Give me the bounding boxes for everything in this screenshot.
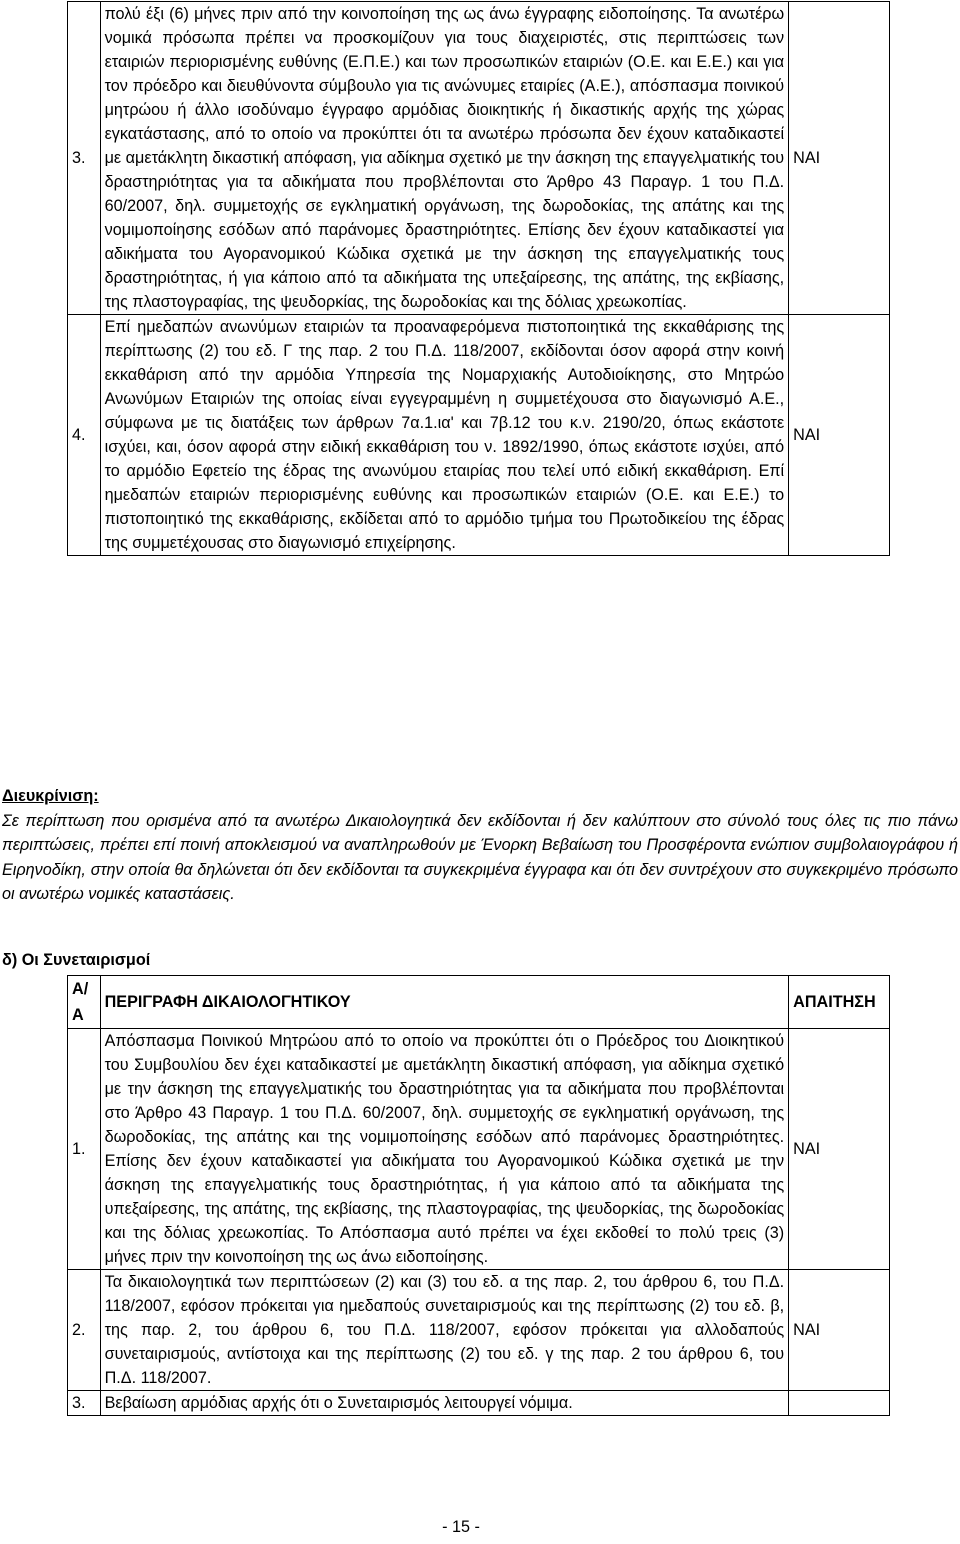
row-description: Απόσπασμα Ποινικού Μητρώου από το οποίο να προκύπτει ότι ο Πρόεδρος του Διοικητικού του Συμβουλίου δεν έχει καταδικαστεί με αμετάκλητη δικαστική απόφαση, για αδίκημα σχετικό με την άσκηση της επαγγελματικής του δραστηριότητας για τα αδικήματα που προβλέπονται στο Άρθρο 43 Παραγρ. 1 του Π.Δ. 60/2007, δηλ. συμμετοχής σε εγκληματική οργάνωση, της δωροδοκίας, της απάτης και της νομιμοποίησης εσόδων από παράνομες δραστηριότητες. Επίσης δεν έχουν καταδικαστεί για αδικήματα του Αγορανομικού Κώδικα σχετικά με την άσκηση της επαγγελματικής τους δραστηριότητας, ή για κάποιο από τα αδικήματα της υπεξαίρεσης, της απάτης, της εκβίασης, της πλαστογραφίας, της ψευδορκίας, της δωροδοκίας και της δόλιας χρεωκοπίας. Το Απόσπασμα αυτό πρέπει να έχει εκδοθεί το πολύ τρεις (3) μήνες πριν την κοινοποίηση της ως άνω ειδοποίησης. [100,1029,789,1270]
row-description: πολύ έξι (6) μήνες πριν από την κοινοποίηση της ως άνω έγγραφης ειδοποίησης. Τα ανωτέρω νομικά πρόσωπα πρέπει να προσκομίζουν για τους διαχειριστές, στις περιπτώσεις των εταιριών περιορισμένης ευθύνης (Ε.Π.Ε.) και των προσωπικών εταιριών (Ο.Ε. και Ε.Ε.) και για τον πρόεδρο και διευθύνοντα σύμβουλο για τις ανώνυμες εταιρίες (Α.Ε.), απόσπασμα ποινικού μητρώου ή άλλο ισοδύναμο έγγραφο αρμόδιας διοικητικής ή δικαστικής αρχής της χώρας εγκατάστασης, από το οποίο να προκύπτει ότι τα ανωτέρω πρόσωπα δεν έχουν καταδικαστεί με αμετάκλητη δικαστική απόφαση, για αδίκημα σχετικό με την άσκηση της επαγγελματικής του δραστηριότητας για τα αδικήματα που προβλέπονται στο Άρθρο 43 Παραγρ. 1 του Π.Δ. 60/2007, δηλ. συμμετοχής σε εγκληματική οργάνωση, της δωροδοκίας, της απάτης και της νομιμοποίησης εσόδων από παράνομες δραστηριότητες. Επίσης δεν έχουν καταδικαστεί για αδικήματα του Αγορανομικού Κώδικα σχετικά με την άσκηση της επαγγελματικής τους δραστηριότητας, ή για κάποιο από τα αδικήματα της υπεξαίρεσης, της απάτης, της εκβίασης, της πλαστογραφίας, της ψευδορκίας, της δωροδοκίας και της δόλιας χρεωκοπίας. [100,2,789,315]
section-title: δ) Οι Συνεταιρισμοί [2,951,151,969]
requirements-table-cooperatives [67,975,890,1416]
header-number: Α/Α [68,976,101,1029]
row-requirement: ΝΑΙ [789,2,890,315]
row-number: 3. [68,2,101,315]
clarification-text: Σε περίπτωση που ορισμένα από τα ανωτέρω Δικαιολογητικά δεν εκδίδονται ή δεν καλύπτουν στο σύνολό τους όλες τις πιο πάνω περιπτώσεις, πρέπει επί ποινή αποκλεισμού να αναπληρωθούν με Ένορκη Βεβαίωση του Προσφέροντα ενώπιον συμβολαιογράφου ή Ειρηνοδίκη, στην οποία θα δηλώνεται ότι δεν εκδίδονται τα συγκεκριμένα έγγραφα και ότι δεν συντρέχουν στο συγκεκριμένο πρόσωπο οι ανωτέρω νομικές καταστάσεις. [2,811,958,903]
table-header-row [68,976,890,1029]
row-requirement: ΝΑΙ [789,1029,890,1270]
table-row [68,1391,890,1416]
row-number: 4. [68,315,101,556]
row-requirement: ΝΑΙ [789,1270,890,1391]
row-number: 2. [68,1270,101,1391]
row-description: Βεβαίωση αρμόδιας αρχής ότι ο Συνεταιρισμός λειτουργεί νόμιμα. [100,1391,789,1416]
row-number: 3. [68,1391,101,1416]
row-requirement [789,1391,890,1416]
table-row [68,1029,890,1270]
header-requirement: ΑΠΑΙΤΗΣΗ [789,976,890,1029]
row-description: Τα δικαιολογητικά των περιπτώσεων (2) και (3) του εδ. α της παρ. 2, του άρθρου 6, του Π.Δ. 118/2007, εφόσον πρόκειται για ημεδαπούς συνεταιρισμούς και της περίπτωσης (2) του εδ. β, της παρ. 2, του άρθρου 6, του Π.Δ. 118/2007, εφόσον πρόκειται για αλλοδαπούς συνεταιρισμούς, αντίστοιχα και της περίπτωσης (2) του εδ. γ της παρ. 2 του άρθρου 6, του Π.Δ. 118/2007. [100,1270,789,1391]
table-row [68,2,890,315]
table-row [68,1270,890,1391]
header-description: ΠΕΡΙΓΡΑΦΗ ΔΙΚΑΙΟΛΟΓΗΤΙΚΟΥ [100,976,789,1029]
row-number: 1. [68,1029,101,1270]
requirements-table-companies [67,1,890,556]
clarification-block [2,784,958,907]
clarification-title: Διευκρίνιση: [2,787,99,805]
row-description: Επί ημεδαπών ανωνύμων εταιριών τα προαναφερόμενα πιστοποιητικά της εκκαθάρισης της περίπτωσης (2) του εδ. Γ της παρ. 2 του Π.Δ. 118/2007, εκδίδονται όσον αφορά στην κοινή εκκαθάριση από την αρμόδια Υπηρεσία της Νομαρχιακής Αυτοδιοίκησης, στο Μητρώο Ανωνύμων Εταιριών της οποίας είναι εγγεγραμμένη η συμμετέχουσα στο διαγωνισμό Α.Ε., σύμφωνα με τις διατάξεις των άρθρων 7α.1.ια' και 7β.12 του κ.ν. 2190/20, όπως εκάστοτε ισχύει, και, όσον αφορά στην ειδική εκκαθάριση του ν. 1892/1990, όπως εκάστοτε ισχύει, από το αρμόδιο Εφετείο της έδρας της ανωνύμου εταιρίας που τελεί υπό ειδική εκκαθάριση. Επί ημεδαπών εταιριών περιορισμένης ευθύνης και προσωπικών εταιριών (Ο.Ε. και Ε.Ε.) το πιστοποιητικό της εκκαθάρισης, εκδίδεται από το αρμόδιο τμήμα του Πρωτοδικείου της έδρας της συμμετέχουσας στο διαγωνισμό επιχείρησης. [100,315,789,556]
row-requirement: ΝΑΙ [789,315,890,556]
table-row [68,315,890,556]
page-number: - 15 - [442,1518,480,1536]
